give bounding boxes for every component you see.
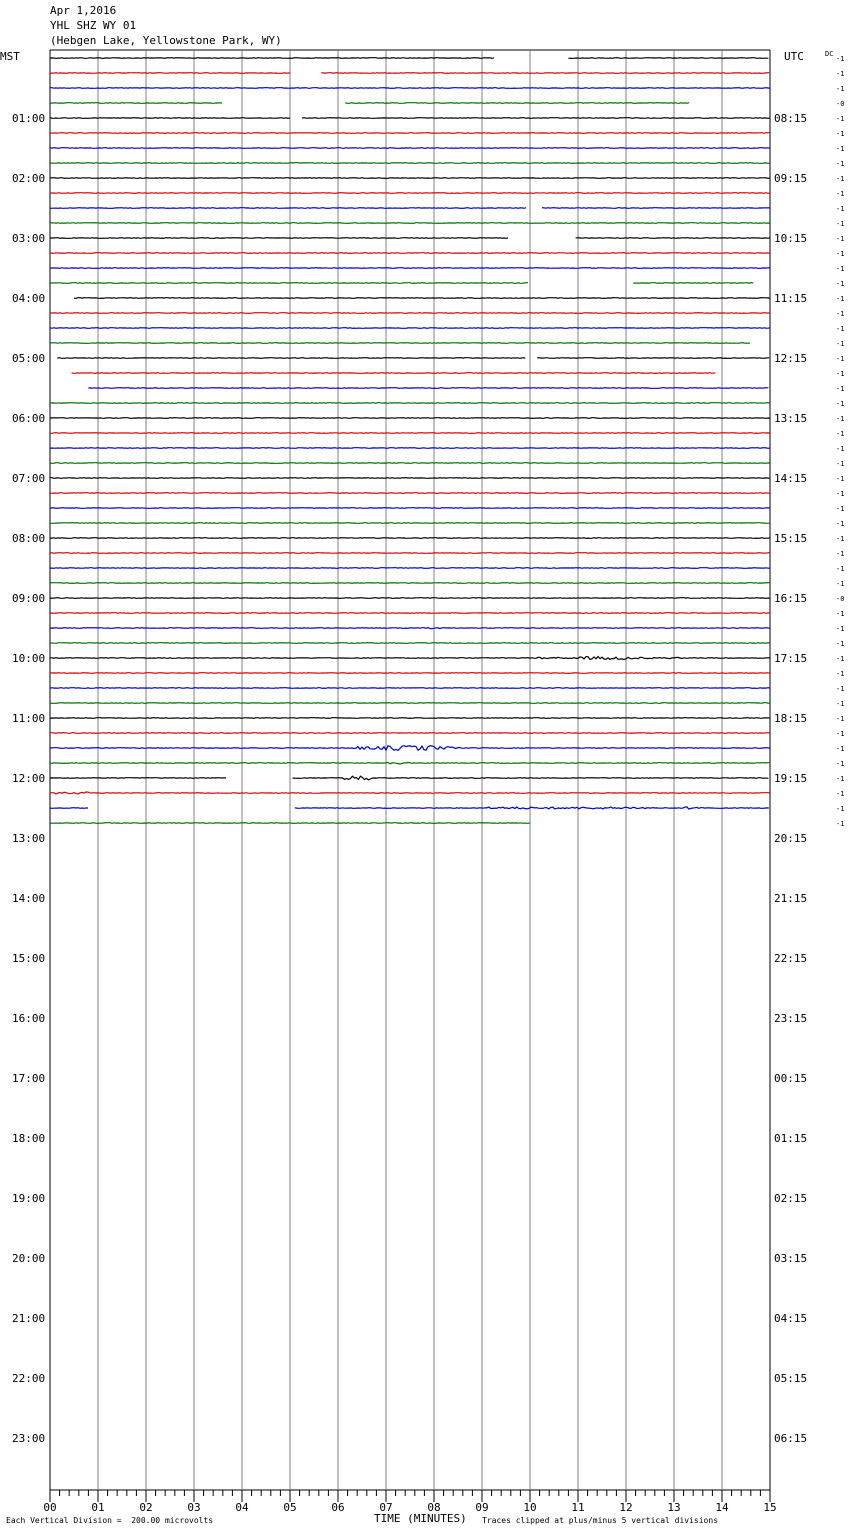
dc-offset-label: -1 xyxy=(836,310,845,318)
mst-hour-label: 21:00 xyxy=(12,1312,46,1325)
x-tick-label: 06 xyxy=(331,1501,345,1514)
dc-offset-label: -1 xyxy=(836,820,845,828)
seismic-trace xyxy=(50,538,770,539)
seismic-trace xyxy=(50,657,770,660)
dc-offset-label: -1 xyxy=(836,205,845,213)
seismic-trace xyxy=(50,238,508,239)
seismic-trace xyxy=(321,73,769,74)
mst-hour-label: 02:00 xyxy=(12,172,46,185)
x-tick-label: 12 xyxy=(619,1501,633,1514)
seismic-trace xyxy=(88,388,768,389)
dc-offset-label: -1 xyxy=(836,625,845,633)
seismic-trace xyxy=(50,343,750,344)
seismic-trace xyxy=(50,613,770,614)
dc-offset-label: -0 xyxy=(836,100,845,108)
seismic-trace xyxy=(50,746,770,751)
seismic-trace xyxy=(50,58,494,59)
dc-offset-label: -1 xyxy=(836,445,845,453)
seismic-trace xyxy=(50,163,770,164)
seismic-trace xyxy=(50,643,770,644)
dc-offset-label: -1 xyxy=(836,715,845,723)
seismic-trace xyxy=(50,223,770,224)
utc-hour-label: 23:15 xyxy=(774,1012,808,1025)
seismic-trace xyxy=(50,553,770,554)
utc-hour-label: 03:15 xyxy=(774,1252,808,1265)
dc-offset-label: -1 xyxy=(836,280,845,288)
x-tick-label: 10 xyxy=(523,1501,537,1514)
seismic-trace xyxy=(50,808,88,809)
dc-offset-label: -1 xyxy=(836,580,845,588)
dc-offset-label: -1 xyxy=(836,370,845,378)
dc-offset-label: -1 xyxy=(836,295,845,303)
seismic-trace xyxy=(50,433,770,434)
utc-hour-label: 00:15 xyxy=(774,1072,808,1085)
mst-hour-label: 06:00 xyxy=(12,412,46,425)
seismic-trace xyxy=(50,778,226,779)
x-tick-label: 04 xyxy=(235,1501,249,1514)
x-tick-label: 11 xyxy=(571,1501,585,1514)
utc-hour-label: 12:15 xyxy=(774,352,808,365)
dc-offset-label: -1 xyxy=(836,325,845,333)
dc-offset-label: -1 xyxy=(836,640,845,648)
seismic-trace xyxy=(50,88,770,89)
seismic-trace xyxy=(50,133,770,134)
seismic-trace xyxy=(50,568,770,569)
seismic-trace xyxy=(74,298,770,299)
dc-offset-label: -1 xyxy=(836,220,845,228)
x-tick-label: 01 xyxy=(91,1501,105,1514)
mst-hour-label: 15:00 xyxy=(12,952,46,965)
utc-hour-label: 01:15 xyxy=(774,1132,808,1145)
seismic-trace xyxy=(295,807,769,809)
dc-offset-label: -1 xyxy=(836,790,845,798)
dc-offset-label: -1 xyxy=(836,700,845,708)
seismic-trace xyxy=(50,268,770,269)
dc-offset-label: -1 xyxy=(836,430,845,438)
seismic-trace xyxy=(50,763,770,765)
seismic-trace xyxy=(542,208,770,209)
utc-hour-label: 17:15 xyxy=(774,652,808,665)
x-tick-label: 09 xyxy=(475,1501,489,1514)
x-tick-label: 13 xyxy=(667,1501,681,1514)
mst-hour-label: 16:00 xyxy=(12,1012,46,1025)
x-tick-label: 00 xyxy=(43,1501,57,1514)
x-tick-label: 03 xyxy=(187,1501,201,1514)
x-tick-label: 14 xyxy=(715,1501,729,1514)
seismic-trace xyxy=(568,58,768,59)
dc-offset-label: -1 xyxy=(836,235,845,243)
seismic-trace xyxy=(633,283,753,284)
x-axis-label: TIME (MINUTES) xyxy=(374,1512,467,1525)
seismic-trace xyxy=(50,118,290,119)
dc-offset-label: -1 xyxy=(836,565,845,573)
dc-offset-label: -1 xyxy=(836,385,845,393)
seismic-trace xyxy=(302,118,770,119)
seismic-trace xyxy=(72,373,716,374)
dc-offset-label: -1 xyxy=(836,685,845,693)
utc-hour-label: 09:15 xyxy=(774,172,808,185)
utc-hour-label: 10:15 xyxy=(774,232,808,245)
dc-offset-label: -1 xyxy=(836,400,845,408)
dc-offset-label: -1 xyxy=(836,190,845,198)
mst-hour-label: 08:00 xyxy=(12,532,46,545)
dc-offset-label: -1 xyxy=(836,745,845,753)
utc-hour-label: 18:15 xyxy=(774,712,808,725)
dc-offset-label: -1 xyxy=(836,550,845,558)
mst-hour-label: 14:00 xyxy=(12,892,46,905)
utc-hour-label: 02:15 xyxy=(774,1192,808,1205)
station-location: (Hebgen Lake, Yellowstone Park, WY) xyxy=(50,34,282,47)
dc-offset-label: -1 xyxy=(836,85,845,93)
dc-offset-label: -1 xyxy=(836,460,845,468)
utc-hour-label: 21:15 xyxy=(774,892,808,905)
seismic-trace xyxy=(50,523,770,524)
mst-hour-label: 12:00 xyxy=(12,772,46,785)
dc-offset-label: -0 xyxy=(836,595,845,603)
seismic-trace xyxy=(50,628,770,629)
seismic-trace xyxy=(537,358,769,359)
dc-offset-label: -1 xyxy=(836,610,845,618)
dc-offset-label: -1 xyxy=(836,535,845,543)
seismic-trace xyxy=(50,253,770,254)
seismic-trace xyxy=(50,328,770,329)
x-tick-label: 07 xyxy=(379,1501,393,1514)
utc-hour-label: 11:15 xyxy=(774,292,808,305)
plot-date: Apr 1,2016 xyxy=(50,4,117,17)
mst-hour-label: 17:00 xyxy=(12,1072,46,1085)
seismic-trace xyxy=(50,178,770,179)
mst-hour-label: 01:00 xyxy=(12,112,46,125)
mst-hour-label: 13:00 xyxy=(12,832,46,845)
seismic-trace xyxy=(50,418,770,419)
dc-offset-label: -1 xyxy=(836,160,845,168)
dc-offset-label: -1 xyxy=(836,655,845,663)
mst-hour-label: 22:00 xyxy=(12,1372,46,1385)
dc-offset-label: -1 xyxy=(836,145,845,153)
utc-label: UTC xyxy=(784,50,804,63)
dc-offset-label: -1 xyxy=(836,775,845,783)
seismic-trace xyxy=(50,193,770,194)
x-tick-label: 08 xyxy=(427,1501,441,1514)
seismic-trace xyxy=(50,718,770,719)
seismic-trace xyxy=(50,403,770,404)
seismic-trace xyxy=(50,448,770,449)
mst-hour-label: 07:00 xyxy=(12,472,46,485)
seismic-trace xyxy=(50,703,770,704)
utc-hour-label: 16:15 xyxy=(774,592,808,605)
utc-hour-label: 08:15 xyxy=(774,112,808,125)
mst-hour-label: 11:00 xyxy=(12,712,46,725)
seismic-trace xyxy=(50,73,290,74)
dc-offset-label: -1 xyxy=(836,730,845,738)
seismic-trace xyxy=(50,313,770,314)
mst-hour-label: 05:00 xyxy=(12,352,46,365)
utc-hour-label: 19:15 xyxy=(774,772,808,785)
seismic-trace xyxy=(50,823,530,824)
x-tick-label: 02 xyxy=(139,1501,153,1514)
mst-hour-label: 10:00 xyxy=(12,652,46,665)
utc-hour-label: 20:15 xyxy=(774,832,808,845)
mst-hour-label: 19:00 xyxy=(12,1192,46,1205)
utc-hour-label: 15:15 xyxy=(774,532,808,545)
mst-hour-label: 18:00 xyxy=(12,1132,46,1145)
dc-offset-label: -1 xyxy=(836,265,845,273)
dc-offset-label: -1 xyxy=(836,505,845,513)
seismic-trace xyxy=(50,508,770,509)
mst-hour-label: 03:00 xyxy=(12,232,46,245)
x-tick-label: 15 xyxy=(763,1501,777,1514)
dc-offset-label: -1 xyxy=(836,250,845,258)
utc-hour-label: 14:15 xyxy=(774,472,808,485)
dc-offset-label: -1 xyxy=(836,475,845,483)
dc-offset-label: -1 xyxy=(836,760,845,768)
utc-hour-label: 13:15 xyxy=(774,412,808,425)
utc-hour-label: 05:15 xyxy=(774,1372,808,1385)
dc-offset-label: -1 xyxy=(836,490,845,498)
dc-offset-label: -1 xyxy=(836,70,845,78)
utc-hour-label: 06:15 xyxy=(774,1432,808,1445)
dc-offset-label: -1 xyxy=(836,670,845,678)
x-tick-label: 05 xyxy=(283,1501,297,1514)
dc-label: DC xyxy=(825,50,834,58)
seismic-trace xyxy=(50,478,770,479)
seismic-trace xyxy=(50,673,770,674)
seismic-trace xyxy=(50,463,770,464)
dc-offset-label: -1 xyxy=(836,805,845,813)
dc-offset-label: -1 xyxy=(836,130,845,138)
dc-offset-label: -1 xyxy=(836,115,845,123)
dc-offset-label: -1 xyxy=(836,340,845,348)
dc-offset-label: -1 xyxy=(836,355,845,363)
seismic-trace xyxy=(57,358,525,359)
mst-hour-label: 09:00 xyxy=(12,592,46,605)
seismic-trace xyxy=(50,148,770,149)
vertical-scale-note: Each Vertical Division = 200.00 microvolts xyxy=(6,1516,214,1525)
mst-hour-label: 04:00 xyxy=(12,292,46,305)
seismic-trace xyxy=(50,688,770,689)
seismic-trace xyxy=(576,238,770,239)
seismic-trace xyxy=(50,792,770,794)
dc-offset-label: -1 xyxy=(836,520,845,528)
station-code: YHL SHZ WY 01 xyxy=(50,19,137,32)
mst-hour-label: 23:00 xyxy=(12,1432,46,1445)
clip-note: Traces clipped at plus/minus 5 vertical divisions xyxy=(482,1516,719,1525)
seismic-trace xyxy=(50,733,770,734)
seismic-trace xyxy=(50,493,770,494)
dc-offset-label: -1 xyxy=(836,55,845,63)
seismic-trace xyxy=(50,283,528,284)
seismic-trace xyxy=(50,103,222,104)
seismic-trace xyxy=(50,598,770,599)
utc-hour-label: 22:15 xyxy=(774,952,808,965)
seismic-trace xyxy=(50,208,526,209)
mst-hour-label: 20:00 xyxy=(12,1252,46,1265)
dc-offset-label: -1 xyxy=(836,415,845,423)
seismic-trace xyxy=(345,103,689,104)
dc-offset-label: -1 xyxy=(836,175,845,183)
mst-label: MST xyxy=(0,50,20,63)
seismic-trace xyxy=(50,583,770,584)
utc-hour-label: 04:15 xyxy=(774,1312,808,1325)
